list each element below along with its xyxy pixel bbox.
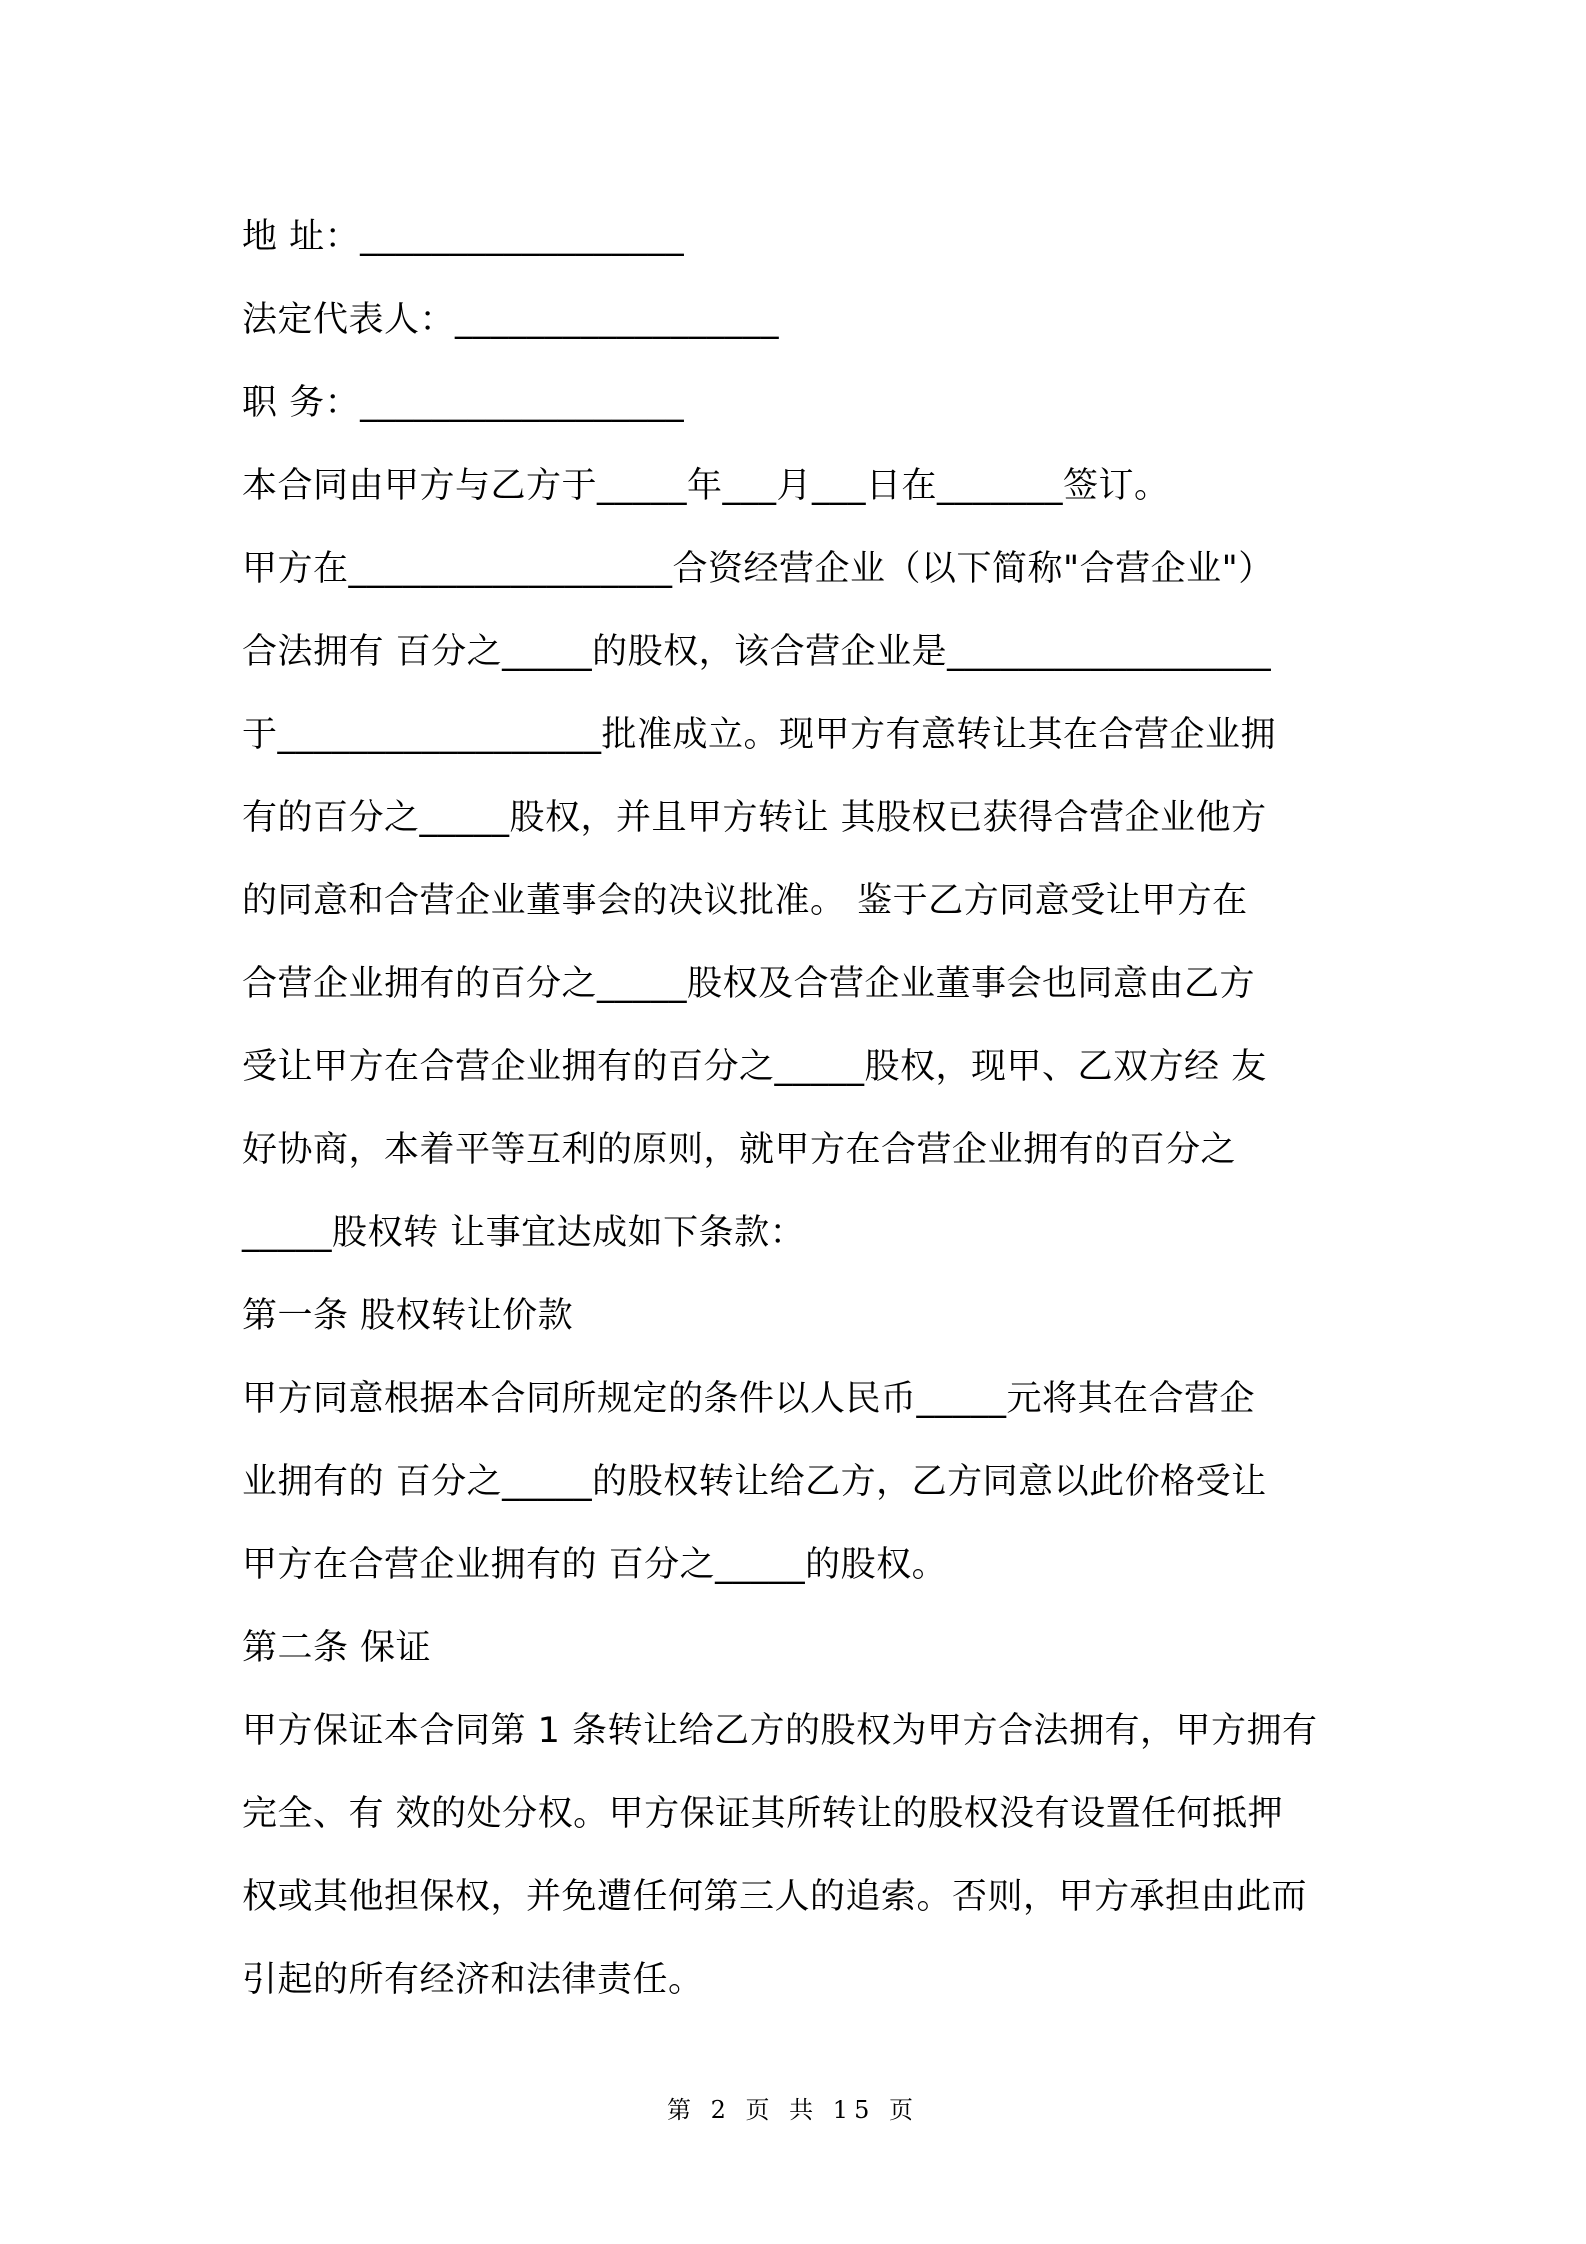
text-line: 合营企业拥有的百分之_____股权及合营企业董事会也同意由乙方 — [242, 964, 1256, 1004]
text-line: 甲方在合营企业拥有的 百分之_____的股权。 — [242, 1545, 948, 1585]
text-line: 甲方同意根据本合同所规定的条件以人民币_____元将其在合营企 — [242, 1379, 1256, 1419]
page-number-footer: 第 2 页 共 15 页 — [667, 2096, 919, 2124]
text-line: 合法拥有 百分之_____的股权，该合营企业是__________________ — [242, 632, 1272, 672]
text-line: _____股权转 让事宜达成如下条款： — [242, 1213, 806, 1253]
text-line: 引起的所有经济和法律责任。 — [242, 1960, 704, 2000]
text-line: 业拥有的 百分之_____的股权转让给乙方，乙方同意以此价格受让 — [242, 1462, 1267, 1502]
document-body — [242, 196, 1362, 2022]
text-line: 的同意和合营企业董事会的决议批准。 鉴于乙方同意受让甲方在 — [242, 881, 1248, 921]
text-line: 受让甲方在合营企业拥有的百分之_____股权，现甲、乙双方经 友 — [242, 1047, 1267, 1087]
text-line: 好协商，本着平等互利的原则，就甲方在合营企业拥有的百分之 — [242, 1130, 1237, 1170]
article-heading-1: 第一条 股权转让价款 — [242, 1296, 574, 1336]
text-line-position: 职 务：__________________ — [242, 383, 685, 423]
text-line: 甲方保证本合同第 1 条转让给乙方的股权为甲方合法拥有，甲方拥有 — [242, 1711, 1318, 1751]
text-line: 完全、有 效的处分权。甲方保证其所转让的股权没有设置任何抵押 — [242, 1794, 1284, 1834]
text-line: 有的百分之_____股权，并且甲方转让 其股权已获得合营企业他方 — [242, 798, 1267, 838]
text-line: 甲方在__________________合资经营企业（以下简称"合营企业"） — [242, 549, 1274, 589]
text-line-legal-representative: 法定代表人：__________________ — [242, 300, 780, 340]
text-line: 本合同由甲方与乙方于_____年___月___日在_______签订。 — [242, 466, 1170, 506]
text-line: 权或其他担保权，并免遭任何第三人的追索。否则，甲方承担由此而 — [242, 1877, 1308, 1917]
article-heading-2: 第二条 保证 — [242, 1628, 432, 1668]
text-line-address: 地 址：__________________ — [242, 217, 685, 257]
text-line: 于__________________批准成立。现甲方有意转让其在合营企业拥 — [242, 715, 1277, 755]
